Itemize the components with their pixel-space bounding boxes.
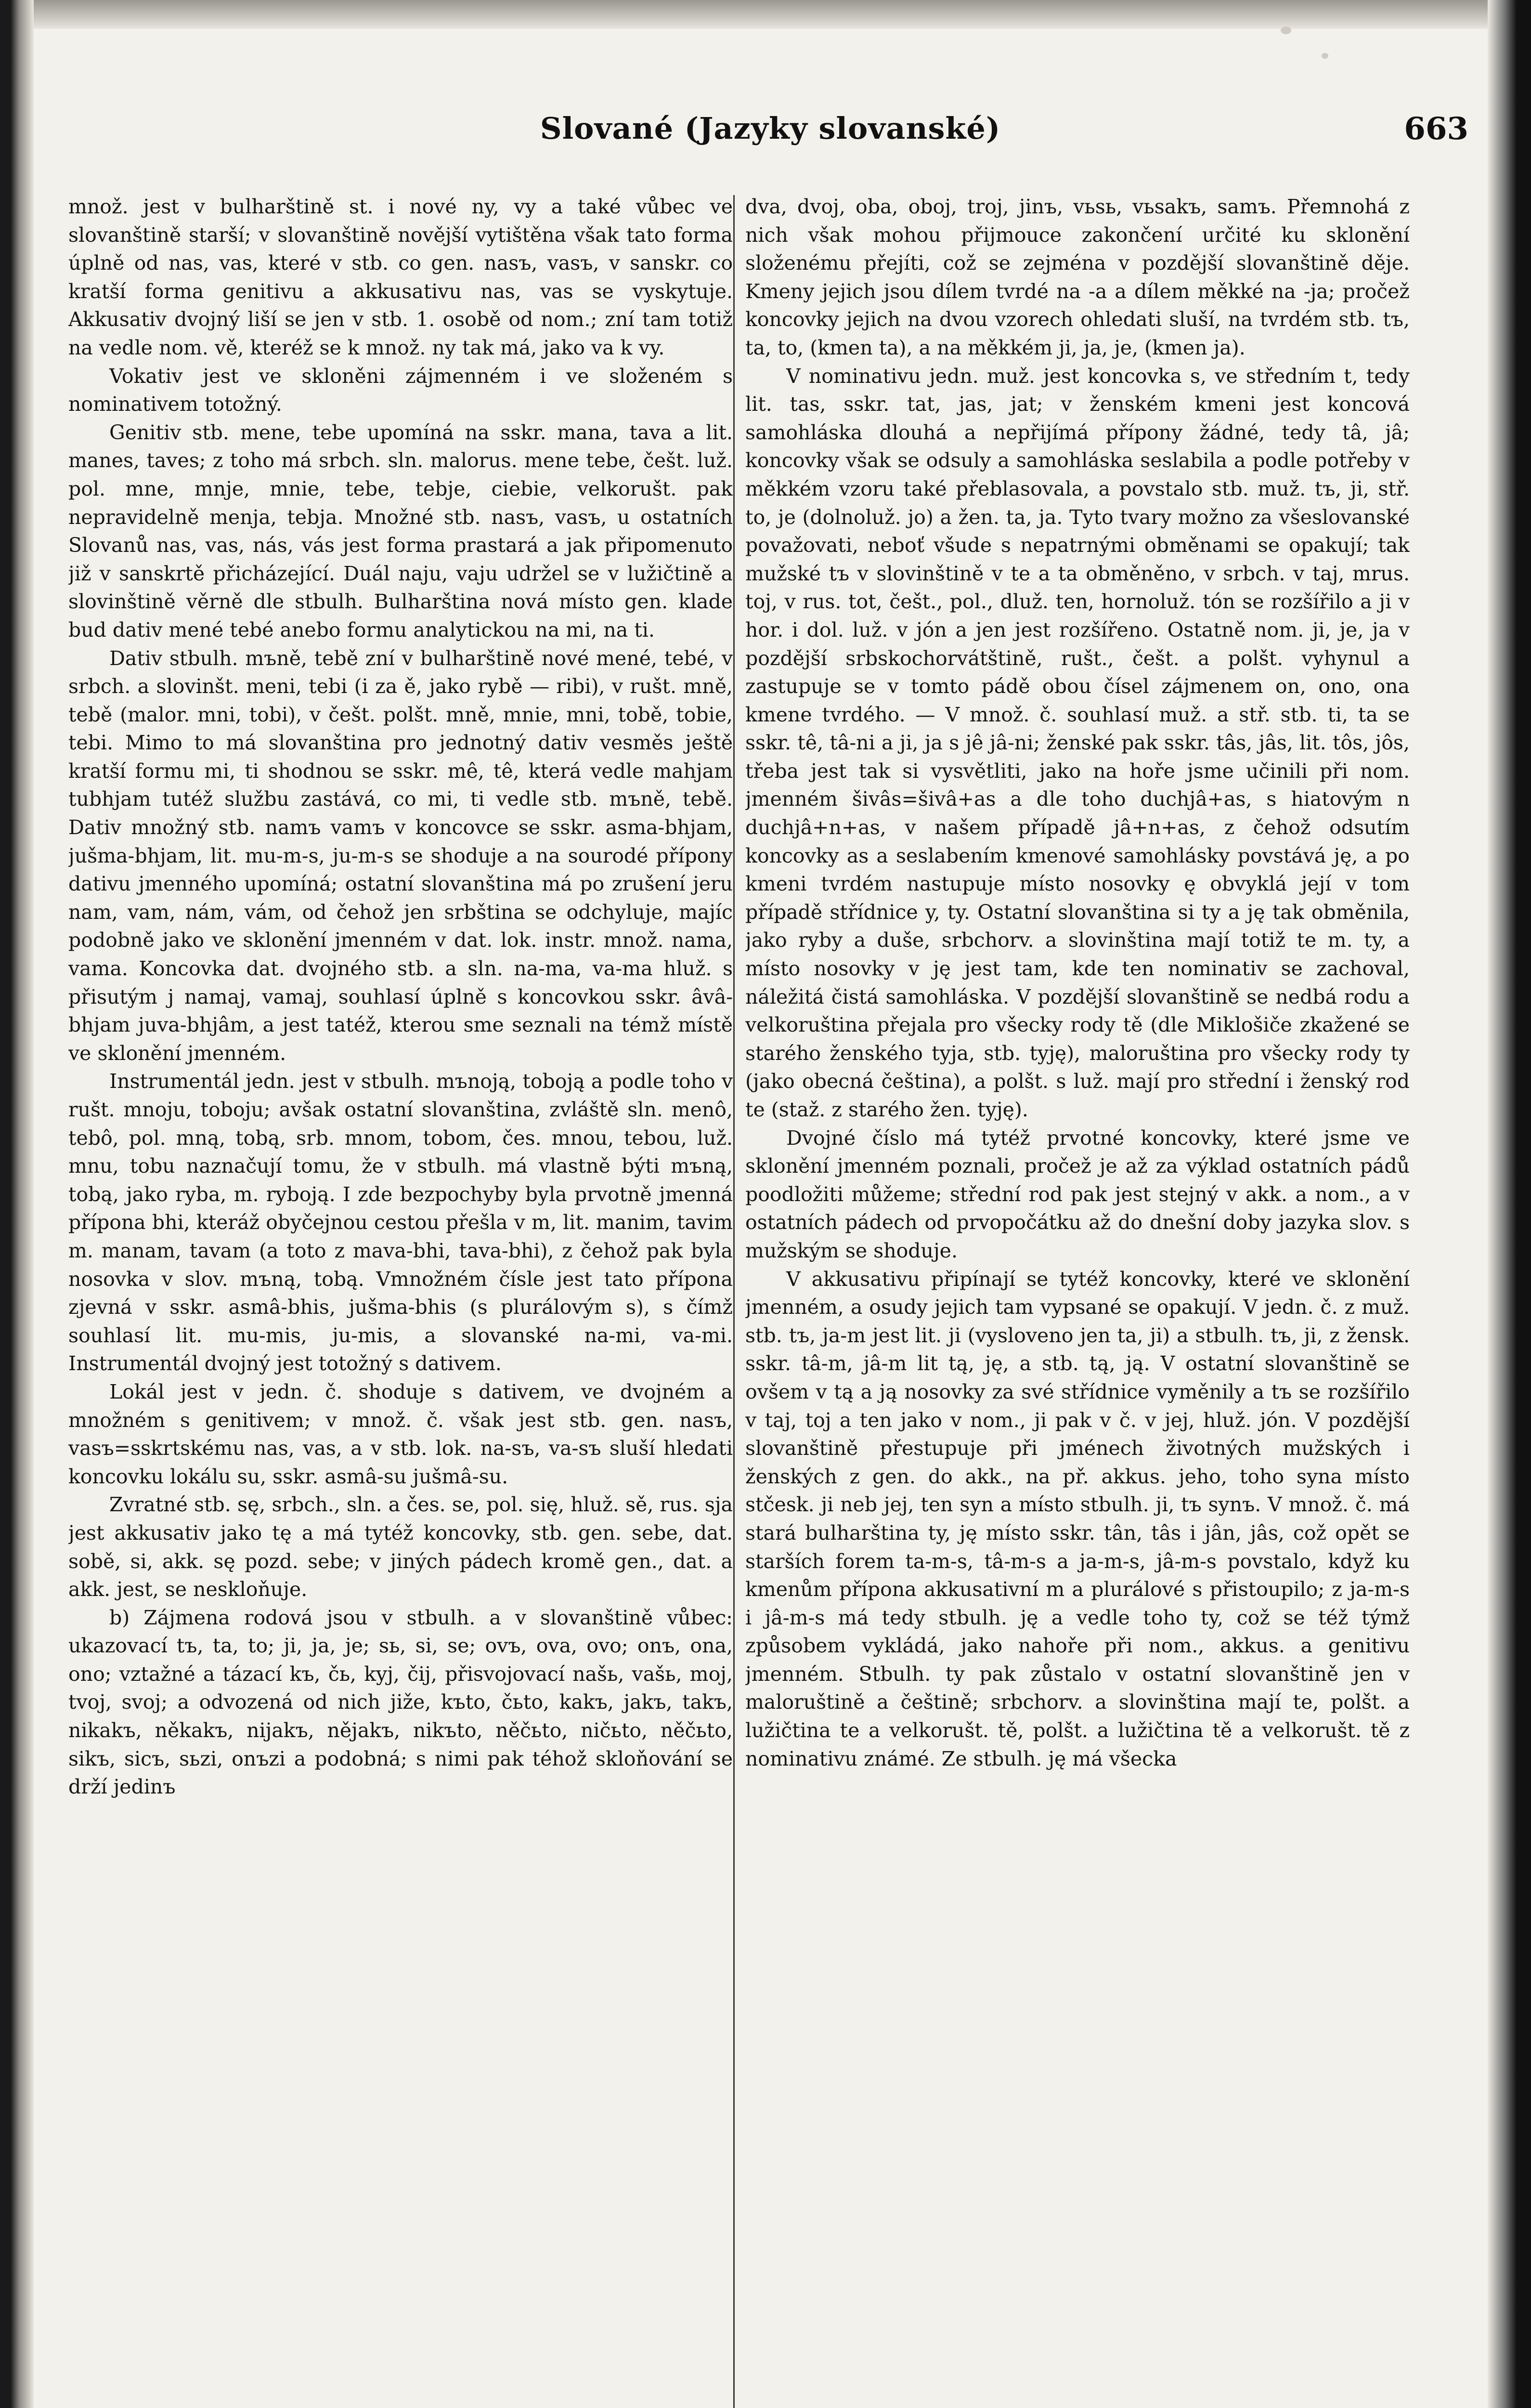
paragraph: množ. jest v bulharštině st. i nové ny, vy a také vůbec ve slovanštině starší; v slovanštině novější vytištěna však tato forma úplně od nas, vas, které v stb. co gen. nasъ, vasъ, v sanskr. co kratší forma genitivu a akkusativu nas, vas se vyskytuje. Akkusativ dvojný liší se jen v stb. 1. osobě od nom.; zní tam totiž na vedle nom. vě, kteréž se k množ. ny tak má, jako va k vy. (68, 195, 733, 359)
right-column (745, 193, 1410, 2408)
paper-speck (1281, 26, 1291, 34)
paragraph: V nominativu jedn. muž. jest koncovka s, ve středním t, tedy lit. tas, sskr. tat, jas, jat; v ženském kmeni jest koncová samohláska dlouhá a nepřijímá přípony žádné, tedy tâ, jâ; koncovky však se odsuly a samohláska seslabila a podle potřeby v měkkém vzoru také přeblasovala, a povstalo stb. muž. tъ, ji, stř. to, je (dolnoluž. jo) a žen. ta, ja. Tyto tvary možno za všeslovanské považovati, neboť všude s nepatrnými obměnami se opakují; tak mužské tъ v slovinštině v te a ta obměněno, v srbch. v taj, mrus. toj, v rus. tot, češt., pol., dluž. ten, hornoluž. tón se rozšířilo a ji v hor. i dol. luž. v jón a jen jest rozšířeno. Ostatně nom. ji, je, ja v pozdější srbskochorvátštině, rušt., češt. a polšt. vyhynul a zastupuje se v tomto pádě obou čísel zájmenem on, ono, ona kmene tvrdého. — V množ. č. souhlasí muž. a stř. stb. ti, ta se sskr. tê, tâ-ni a ji, ja s jê jâ-ni; ženské pak sskr. tâs, jâs, lit. tôs, jôs, třeba jest tak si vysvětliti, jako na hoře jsme učinili při nom. jmenném šivâs=šivâ+as a dle toho duchjâ+as, s hiatovým n duchjâ+n+as, v našem případě jâ+n+as, z čehož odsutím koncovky as a seslabením kmenové samohlásky povstává ję, a po kmeni tvrdém nastupuje místo nosovky ę obvyklá její v tom případě střídnice y, ty. Ostatní slovanština si ty a ję tak obměnila, jako ryby a duše, srbchorv. a slovinština mají totiž te m. ty, a místo nosovky v ję jest tam, kde ten nominativ se zachoval, náležitá čistá samohláska. V pozdější slovanštině se nedbá rodu a velkoruština přejala pro všecky rody tě (dle Miklošiče zkažené se starého ženského tyja, stb. tyję), maloruština pro všecky rody ty (jako obecná čeština), a polšt. s luž. mají pro střední i ženský rod te (staž. z starého žen. tyję). (745, 364, 1410, 1121)
running-title: Slované (Jazyky slovanské) (540, 111, 1001, 146)
paragraph: b) Zájmena rodová jsou v stbulh. a v slovanštině vůbec: ukazovací tъ, ta, to; ji, ja, je; sь, si, se; ovъ, ova, ovo; onъ, ona, ono; vztažné a tázací kъ, čь, kyj, čij, přisvojovací našь, vašь, moj, tvoj, svoj; a odvozená od nich jiže, kъto, čьto, kakъ, jakъ, takъ, nikakъ, někakъ, nijakъ, nějakъ, nikъto, něčьto, ničьto, něčьto, sikъ, sicъ, sьzi, onъzi a podobná; s nimi pak téhož skloňování se drží jedinъ (68, 1606, 733, 1799)
paragraph: Dvojné číslo má tytéž prvotné koncovky, které jsme ve sklonění jmenném poznali, pročež je až za výklad ostatních pádů poodložiti můžeme; střední rod pak jest stejný v akk. a nom., a v ostatních pádech od prvopočátku až do dnešní doby jazyka slov. s mužským se shoduje. (745, 1126, 1410, 1262)
scan-shadow-top (0, 0, 1531, 29)
paragraph: Zvratné stb. sę, srbch., sln. a čes. se, pol. się, hluž. sě, rus. sja jest akkusativ jako tę a má tytéž koncovky, stb. gen. sebe, dat. sobě, si, akk. sę pozd. sebe; v jiných pádech kromě gen., dat. a akk. jest, se neskloňuje. (68, 1493, 733, 1601)
paragraph: Genitiv stb. mene, tebe upomíná na sskr. mana, tava a lit. manes, taves; z toho má srbch. sln. malorus. mene tebe, češt. luž. pol. mne, mnje, mnie, tebe, tebje, ciebie, velkorušt. pak nepravidelně menja, tebja. Množné stb. nasъ, vasъ, u ostatních Slovanů nas, vas, nás, vás jest forma prastará a jak připomenuto již v sanskrtě přicházející. Duál naju, vaju udržel se v lužičtině a slovinštině věrně dle stbulh. Bulharština nová místo gen. klade bud dativ mené tebé anebo formu analytickou na mi, na ti. (68, 420, 733, 641)
paragraph: Vokativ jest ve skloněni zájmenném i ve složeném s nominativem totožný. (68, 364, 733, 416)
paper-speck (1322, 53, 1328, 59)
paragraph: Instrumentál jedn. jest v stbulh. mъnoją, toboją a podle toho v rušt. mnoju, toboju; avšak ostatní slovanština, zvláště sln. menô, tebô, pol. mną, tobą, srb. mnom, tobom, čes. mnou, tebou, luž. mnu, tobu naznačují tomu, že v stbulh. má vlastně býti mъną, tobą, jako ryba, m. ryboją. I zde bezpochyby byla prvotně jmenná přípona bhi, kteráž obyčejnou cestou přešla v m, lit. manim, tavim m. manam, tavam (a toto z mava-bhi, tava-bhi), z čehož pak byla nosovka v slov. mъną, tobą. Vmnožném čísle jest tato přípona zjevná v sskr. asmâ-bhis, jušma-bhis (s plurálovým s), s čímž souhlasí lit. mu-mis, ju-mis, a slovanské na-mi, va-mi. Instrumentál dvojný jest totožný s dativem. (68, 1070, 733, 1375)
left-column (68, 193, 733, 2408)
scan-shadow-right (1488, 0, 1531, 2408)
scan-shadow-left (0, 0, 34, 2408)
paragraph: Dativ stbulh. mъně, tebě zní v bulharštině nové mené, tebé, v srbch. a slovinšt. meni, tebi (i za ě, jako rybě — ribi), v rušt. mně, tebě (malor. mni, tobi), v češt. polšt. mně, mnie, mni, tobě, tobie, tebi. Mimo to má slovanština pro jednotný dativ vesměs ještě kratší formu mi, ti shodnou se sskr. mê, tê, která vedle mahjam tubhjam tutéž službu zastává, co mi, ti vedle stb. mъně, tebě. Dativ množný stb. namъ vamъ v koncovce se sskr. asma-bhjam, jušma-bhjam, lit. mu-m-s, ju-m-s se shoduje a na sourodé přípony dativu jmenného upomíná; ostatní slovanština má po zrušení jeru nam, vam, nám, vám, od čehož jen srbština se odchyluje, majíc podobně jako ve sklonění jmenném v dat. lok. instr. množ. nama, vama. Koncovka dat. dvojného stb. a sln. na-ma, va-ma hluž. s přisutým j namaj, vamaj, souhlasí úplně s koncovkou sskr. âvâ-bhjam juva-bhjâm, a jest tatéž, kterou sme seznali na témž místě ve sklonění jmenném. (68, 646, 733, 1065)
page-number: 663 (1404, 111, 1468, 147)
paragraph: Lokál jest v jedn. č. shoduje s dativem, ve dvojném a množném s genitivem; v množ. č. však jest stb. gen. nasъ, vasъ=sskrtskému nas, vas, a v stb. lok. na-sъ, va-sъ sluší hledati koncovku lokálu su, sskr. asmâ-su jušmâ-su. (68, 1380, 733, 1488)
running-header (72, 111, 1468, 154)
paragraph: V akkusativu připínají se tytéž koncovky, které ve sklonění jmenném, a osudy jejich tam vypsané se opakují. V jedn. č. z muž. stb. tъ, ja-m jest lit. ji (vysloveno jen ta, ji) a stbulh. tъ, ji, z žensk. sskr. tâ-m, jâ-m lit tą, ję, a stb. tą, ją. V ostatní slovanštině se ovšem v tą a ją nosovky za své střídnice vyměnily a tъ se rozšířilo v taj, toj a ten jako v nom., ji pak v č. v jej, hluž. jón. V pozdější slovanštině přestupuje při jménech životných mužských i ženských z gen. do akk., na př. akkus. jeho, toho syna místo stčesk. ji neb jej, ten syn a místo stbulh. ji, tъ synъ. V množ. č. má stará bulharština ty, ję místo sskr. tân, tâs i jân, jâs, což opět se starších forem ta-m-s, tâ-m-s a ja-m-s, jâ-m-s povstalo, když ku kmenům přípona akkusativní m a plurálové s přistoupilo; z ja-m-s i jâ-m-s má tedy stbulh. ję a vedle toho ty, což se též týmž způsobem vykládá, jako nahoře při nom., akkus. a genitivu jmenném. Stbulh. ty pak zůstalo v ostatní slovanštině jen v maloruštině a češtině; srbchorv. a slovinština mají te, polšt. a lužičtina te a velkorušt. tě, polšt. a lužičtina tě a velkorušt. tě z nominativu známé. Ze stbulh. ję má všecka (745, 1267, 1410, 1770)
column-rule (733, 195, 735, 2408)
paragraph: dva, dvoj, oba, oboj, troj, jinъ, vьsь, vьsakъ, samъ. Přemnohá z nich však mohou přijmouce zakončení určité ku sklonění složenému přejíti, což se zejména v pozdější slovanštině děje. Kmeny jejich jsou dílem tvrdé na -a a dílem měkké na -ja; pročež koncovky jejich na dvou vzorech ohledati sluší, na tvrdém stb. tъ, ta, to, (kmen ta), a na měkkém ji, ja, je, (kmen ja). (745, 195, 1410, 359)
